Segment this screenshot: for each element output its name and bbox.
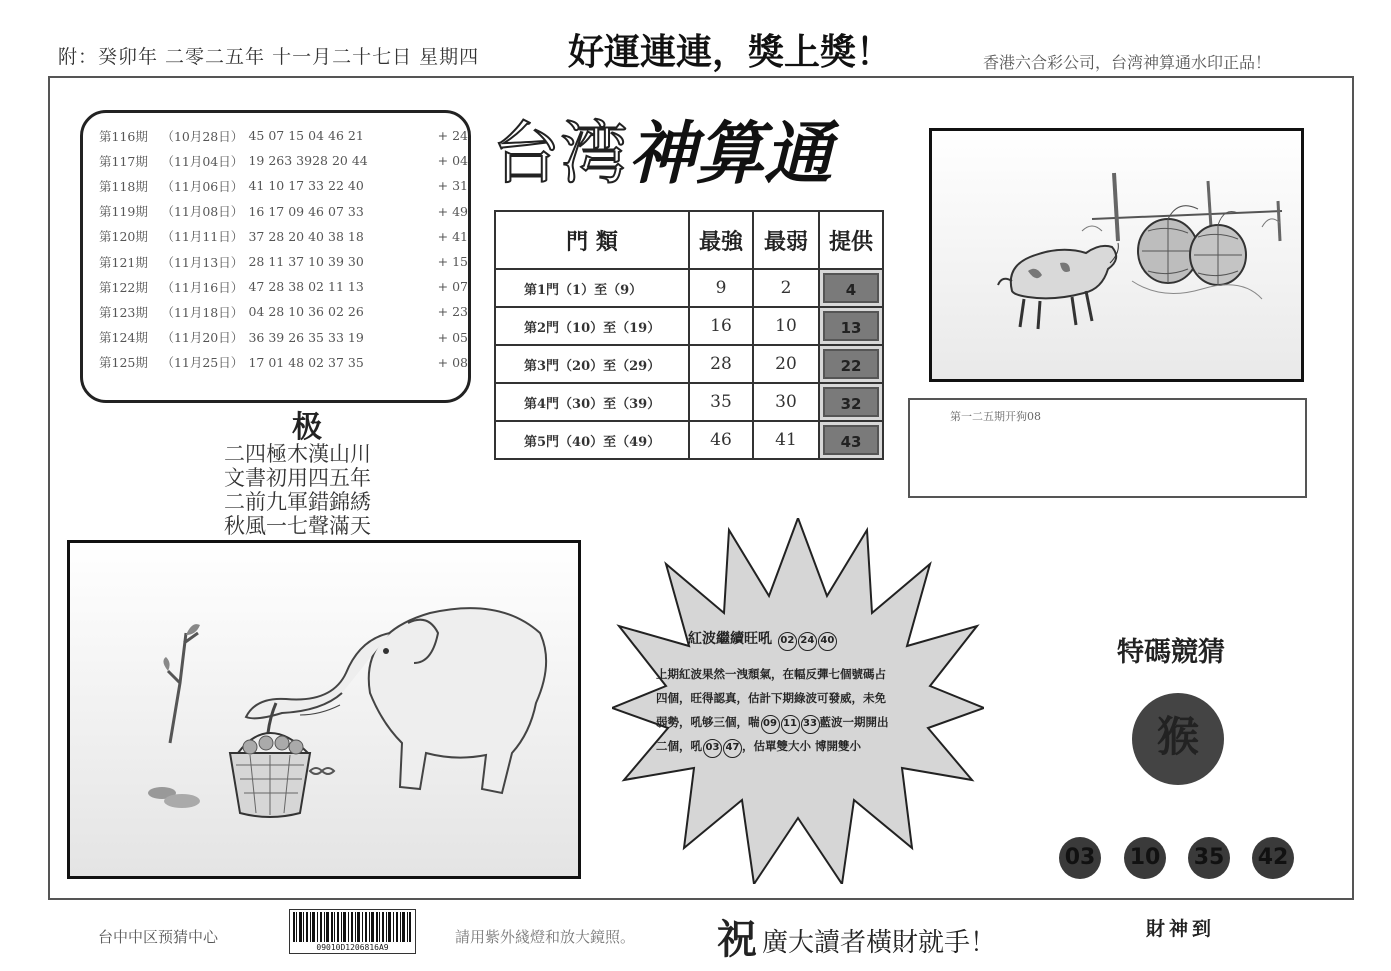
history-numbers: 37 28 20 40 38 18 [248,228,364,244]
poem-title: 极 [292,410,322,445]
history-special: + 04 [437,153,469,169]
zodiac-ball: 猴 [1132,693,1224,785]
elephant-basket-illustration [67,540,581,879]
starburst-line [656,734,948,758]
circled-number: 11 [781,715,800,734]
door-label: 第5門（40）至（49） [495,421,689,459]
history-period: 第125期 [99,355,148,371]
history-date: （11月11日） [161,229,244,245]
history-special: + 31 [437,178,469,194]
weakest-value: 20 [753,345,819,383]
starburst-title [688,628,837,651]
circled-number: 03 [703,739,722,758]
history-period: 第121期 [99,254,148,270]
history-numbers: 19 263 3928 20 44 [248,153,368,169]
history-date: （11月04日） [161,153,244,169]
poem-line: 秋風一七聲滿天 [224,514,371,538]
circled-number: 33 [801,715,820,734]
history-date: （11月13日） [161,254,244,270]
history-period: 第124期 [99,330,148,346]
history-numbers: 28 11 37 10 39 30 [248,254,364,270]
draw-history-list [80,110,471,403]
history-period: 第122期 [99,279,148,295]
history-period: 第117期 [99,153,148,169]
history-period: 第119期 [99,204,148,220]
number-ball: 03 [1059,837,1101,879]
starburst-line: 上期紅波果然一洩頹氣，在幅反彈七個號碼占 [656,667,886,681]
weakest-value: 2 [753,269,819,307]
number-ball: 10 [1124,837,1166,879]
history-numbers: 36 39 26 35 33 19 [248,329,364,345]
history-row [99,148,468,173]
table-header-row [495,211,883,269]
brand-title [492,100,832,197]
provide-cell [819,307,883,345]
history-date: （11月20日） [161,330,244,346]
door-label: 第4門（30）至（39） [495,383,689,421]
table-row [495,383,883,421]
provide-value: 32 [823,387,879,417]
history-special: + 15 [437,254,469,270]
starburst-line-text: 弱勢，吼够三個，喘 [656,715,760,729]
wealth-god-text: 財神到 [1146,918,1216,940]
history-date: （11月25日） [161,355,244,371]
history-row [99,199,468,224]
history-date: （11月16日） [161,279,244,295]
company-watermark-note: 香港六合彩公司，台湾神算通水印正品！ [983,53,1272,72]
header-slogan: 好運連連，獎上獎！ [568,32,893,73]
history-special: + 07 [437,279,469,295]
weakest-value: 30 [753,383,819,421]
history-row [99,123,468,148]
strongest-value: 9 [689,269,753,307]
table-row [495,269,883,307]
weakest-value: 10 [753,307,819,345]
weakest-value: 41 [753,421,819,459]
history-special: + 24 [437,128,469,144]
starburst-line-text: 二個，吼 [656,739,702,753]
barcode [289,909,416,954]
starburst-line-text: ，估單雙大小 博開雙小 [742,739,862,753]
strongest-value: 46 [689,421,753,459]
history-numbers: 47 28 38 02 11 13 [248,279,364,295]
provide-cell [819,345,883,383]
door-label: 第2門（10）至（19） [495,307,689,345]
circled-number: 24 [798,632,817,651]
pig-melon-illustration [929,128,1304,382]
header-provide: 提供 [819,211,883,269]
door-label: 第3門（20）至（29） [495,345,689,383]
poem-block [224,442,371,538]
brand-title-part1: 台湾 [492,115,629,194]
history-special: + 08 [437,354,469,370]
provide-value: 22 [823,349,879,379]
history-period: 第123期 [99,304,148,320]
history-row [99,224,468,249]
starburst-text [656,662,948,758]
uv-check-note: 請用紫外綫燈和放大鏡照。 [455,928,636,946]
starburst-line-text: 藍波一期開出 [819,715,889,729]
circled-number: 02 [778,632,797,651]
history-numbers: 45 07 15 04 46 21 [248,128,364,144]
history-date: （10月28日） [161,128,244,144]
table-row [495,345,883,383]
barcode-bars [293,912,412,942]
starburst-line: 四個，旺得認真，估計下期綠波可發威，未免 [656,691,886,705]
history-date: （11月06日） [161,178,244,194]
strongest-value: 16 [689,307,753,345]
strongest-value: 28 [689,345,753,383]
history-row [99,325,468,350]
strongest-value: 35 [689,383,753,421]
history-date: （11月18日） [161,304,244,320]
circled-number: 47 [723,739,742,758]
history-row [99,249,468,274]
history-numbers: 17 01 48 02 37 35 [248,354,364,370]
history-numbers: 16 17 09 46 07 33 [248,203,364,219]
provide-value: 13 [823,311,879,341]
history-special: + 05 [437,329,469,345]
starburst-title-text: 紅波繼續旺吼 [688,631,772,647]
poem-line: 二四極木漢山川 [224,442,371,466]
history-period: 第116期 [99,128,148,144]
poem-line: 二前九軍錯錦綉 [224,490,371,514]
provide-cell [819,383,883,421]
history-special: + 49 [437,203,469,219]
header-category: 門 類 [495,211,689,269]
history-row [99,173,468,198]
history-numbers: 04 28 10 36 02 26 [248,304,364,320]
last-result-note [908,398,1307,498]
special-guess-label: 特碼競猜 [1117,637,1225,668]
table-row [495,307,883,345]
history-special: + 23 [437,304,469,320]
history-row [99,350,468,375]
bless-text: 廣大讀者橫財就手！ [762,928,997,958]
provide-value: 4 [823,273,879,303]
provide-cell [819,269,883,307]
history-period: 第120期 [99,229,148,245]
history-period: 第118期 [99,178,148,194]
barcode-number: 09010D1206816A9 [316,943,389,952]
footer-center-name: 台中中区预猜中心 [98,928,219,946]
history-row [99,274,468,299]
number-ball: 42 [1252,837,1294,879]
poem-line: 文書初用四五年 [224,466,371,490]
issue-date-line: 附：癸卯年 二零二五年 十一月二十七日 星期四 [58,46,480,68]
header-weakest: 最弱 [753,211,819,269]
circled-number: 09 [761,715,780,734]
brand-title-part2: 神算通 [628,114,833,194]
bless-char: 祝 [717,916,757,963]
provide-cell [819,421,883,459]
door-label: 第1門（1）至（9） [495,269,689,307]
history-numbers: 41 10 17 33 22 40 [248,178,364,194]
number-ball: 35 [1188,837,1230,879]
provide-value: 43 [823,425,879,455]
header-strongest: 最強 [689,211,753,269]
history-special: + 41 [437,228,469,244]
starburst-line [656,710,948,734]
note-text: 第一二五期开狗08 [950,410,1041,423]
door-range-table [494,210,884,460]
circled-number: 40 [818,632,837,651]
history-row [99,299,468,324]
table-row [495,421,883,459]
history-date: （11月08日） [161,204,244,220]
